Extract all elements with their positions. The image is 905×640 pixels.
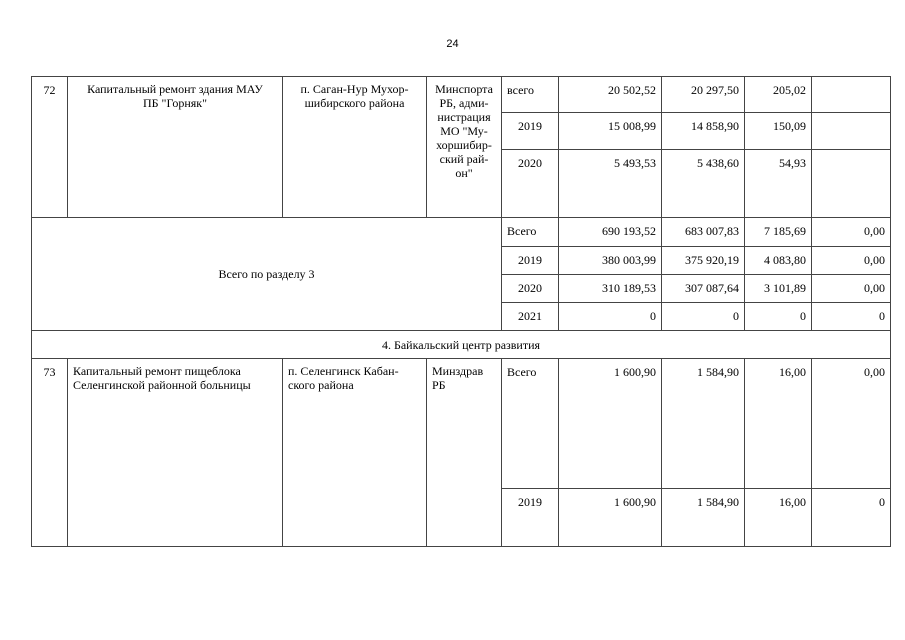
mo-budget-cell: 54,93 (745, 150, 812, 218)
responsible-line: МО "Му- (440, 124, 488, 138)
other-cell: 0,00 (812, 218, 891, 247)
location-line: ского района (288, 378, 354, 392)
object-name-line: Капитальный ремонт пищеблока (73, 364, 241, 378)
year-cell: 2019 (502, 247, 559, 275)
mo-budget-cell: 7 185,69 (745, 218, 812, 247)
responsible-line: хоршибир- (436, 138, 492, 152)
mo-budget-cell: 16,00 (745, 359, 812, 489)
total-cell: 380 003,99 (559, 247, 662, 275)
rb-budget-cell: 683 007,83 (662, 218, 745, 247)
responsible-line: нистрация (437, 110, 491, 124)
total-cell: 310 189,53 (559, 275, 662, 303)
total-cell: 20 502,52 (559, 77, 662, 113)
other-cell (812, 113, 891, 150)
mo-budget-cell: 150,09 (745, 113, 812, 150)
other-cell: 0 (812, 489, 891, 547)
table-row (32, 331, 891, 359)
total-cell: 0 (559, 303, 662, 331)
other-cell (812, 150, 891, 218)
rb-budget-cell: 307 087,64 (662, 275, 745, 303)
table-row (32, 77, 891, 113)
row-number: 72 (32, 77, 68, 218)
responsible-org (427, 359, 502, 547)
section-heading: 4. Байкальский центр развития (32, 331, 891, 359)
year-cell: Всего (502, 218, 559, 247)
object-name-line: ПБ "Горняк" (142, 96, 207, 110)
other-cell: 0 (812, 303, 891, 331)
rb-budget-cell: 1 584,90 (662, 359, 745, 489)
location-line: п. Селенгинск Кабан- (288, 364, 399, 378)
other-cell: 0,00 (812, 247, 891, 275)
total-cell: 690 193,52 (559, 218, 662, 247)
other-cell (812, 77, 891, 113)
responsible-line: Минспорта (435, 82, 493, 96)
object-location (283, 77, 427, 218)
section-total-label: Всего по разделу 3 (32, 218, 502, 331)
year-cell: 2020 (502, 150, 559, 218)
total-cell: 15 008,99 (559, 113, 662, 150)
responsible-line: Минздрав (432, 364, 484, 378)
rb-budget-cell: 14 858,90 (662, 113, 745, 150)
responsible-line: он" (455, 166, 473, 180)
year-cell: 2019 (502, 489, 559, 547)
rb-budget-cell: 5 438,60 (662, 150, 745, 218)
total-cell: 1 600,90 (559, 489, 662, 547)
location-line: п. Саган-Нур Мухор- (300, 82, 409, 96)
object-name-line: Капитальный ремонт здания МАУ (87, 82, 263, 96)
year-cell: Всего (502, 359, 559, 489)
total-cell: 5 493,53 (559, 150, 662, 218)
mo-budget-cell: 205,02 (745, 77, 812, 113)
other-cell: 0,00 (812, 275, 891, 303)
year-cell: 2020 (502, 275, 559, 303)
total-cell: 1 600,90 (559, 359, 662, 489)
responsible-org (427, 77, 502, 218)
mo-budget-cell: 4 083,80 (745, 247, 812, 275)
program-table (31, 76, 891, 547)
responsible-line: РБ, адми- (439, 96, 489, 110)
location-line: шибирского района (304, 96, 405, 110)
object-name-line: Селенгинской районной больницы (73, 378, 251, 392)
mo-budget-cell: 0 (745, 303, 812, 331)
page-number: 24 (446, 38, 459, 50)
table-row (32, 359, 891, 489)
year-cell: всего (502, 77, 559, 113)
responsible-line: ский рай- (439, 152, 489, 166)
other-cell: 0,00 (812, 359, 891, 489)
year-cell: 2021 (502, 303, 559, 331)
mo-budget-cell: 3 101,89 (745, 275, 812, 303)
year-cell: 2019 (502, 113, 559, 150)
object-location (283, 359, 427, 547)
row-number: 73 (32, 359, 68, 547)
rb-budget-cell: 20 297,50 (662, 77, 745, 113)
rb-budget-cell: 375 920,19 (662, 247, 745, 275)
mo-budget-cell: 16,00 (745, 489, 812, 547)
rb-budget-cell: 1 584,90 (662, 489, 745, 547)
table-row (32, 218, 891, 247)
responsible-line: РБ (432, 378, 446, 392)
object-name (68, 359, 283, 547)
rb-budget-cell: 0 (662, 303, 745, 331)
object-name (68, 77, 283, 218)
